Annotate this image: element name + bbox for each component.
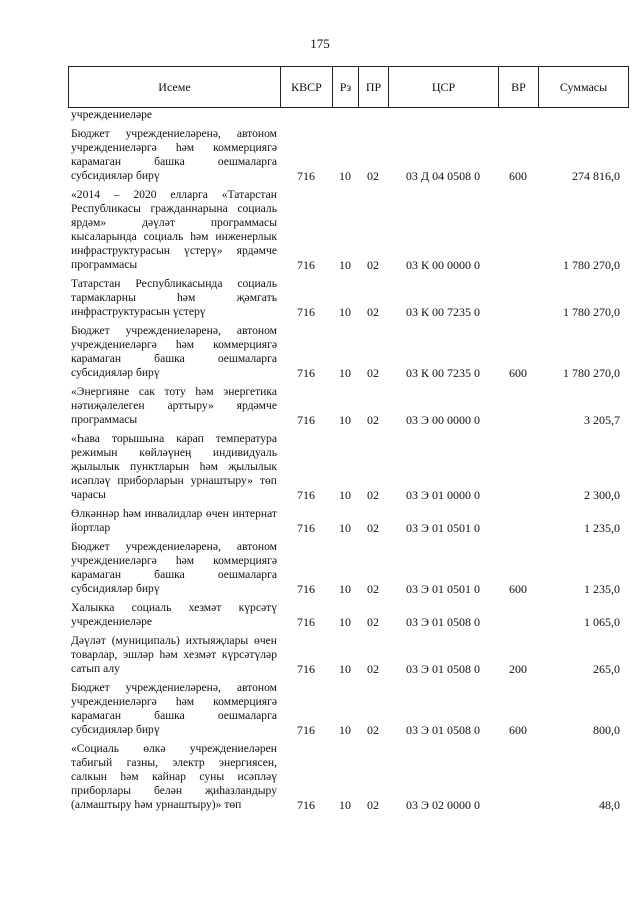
row-pr: 02 bbox=[367, 521, 379, 535]
row-name: Бюджет учреждениеләренә, автоном учреждениеләргә һәм коммерциягә карамаган башка оешмаларга субсидияләр бирү bbox=[71, 540, 277, 595]
row-pr: 02 bbox=[367, 615, 379, 629]
row-vr: 600 bbox=[509, 366, 527, 380]
row-kvsr: 716 bbox=[297, 662, 315, 676]
row-rz: 10 bbox=[339, 582, 351, 596]
row-csr: 03 К 00 7235 0 bbox=[405, 305, 480, 319]
row-csr: 03 Д 04 0508 0 bbox=[405, 169, 481, 183]
row-sum: 800,0 bbox=[593, 723, 620, 737]
row-rz: 10 bbox=[339, 662, 351, 676]
row-pr: 02 bbox=[367, 798, 379, 812]
table-row bbox=[68, 385, 628, 427]
row-rz: 10 bbox=[339, 723, 351, 737]
row-pr: 02 bbox=[367, 366, 379, 380]
row-name: «2014 – 2020 елларга «Татарстан Республикасы гражданнарына социаль ярдәм» дәүләт программасы кысаларында социаль һәм инженерлык инфраструктурасын үстерү» ярдәмче программасы bbox=[71, 188, 277, 271]
header-rz: Рз bbox=[333, 67, 359, 108]
row-sum: 2 300,0 bbox=[584, 488, 620, 502]
row-pr: 02 bbox=[367, 258, 379, 272]
row-pr: 02 bbox=[367, 723, 379, 737]
table-row bbox=[68, 634, 628, 676]
row-kvsr: 716 bbox=[297, 723, 315, 737]
row-name: Бюджет учреждениеләренә, автоном учреждениеләргә һәм коммерциягә карамаган башка оешмаларга субсидияләр бирү bbox=[71, 324, 277, 379]
row-sum: 1 235,0 bbox=[584, 582, 620, 596]
row-rz: 10 bbox=[339, 413, 351, 427]
table-row bbox=[68, 540, 628, 596]
row-pr: 02 bbox=[367, 662, 379, 676]
row-name: учреждениеләре bbox=[71, 108, 153, 121]
row-sum: 1 235,0 bbox=[584, 521, 620, 535]
row-name: Халыкка социаль хезмәт күрсәтү учреждениеләре bbox=[71, 601, 277, 628]
row-csr: 03 Э 01 0000 0 bbox=[406, 488, 480, 502]
row-rz: 10 bbox=[339, 258, 351, 272]
row-rz: 10 bbox=[339, 169, 351, 183]
row-pr: 02 bbox=[367, 169, 379, 183]
row-csr: 03 Э 00 0000 0 bbox=[406, 413, 480, 427]
row-csr: 03 Э 02 0000 0 bbox=[406, 798, 480, 812]
row-kvsr: 716 bbox=[297, 366, 315, 380]
row-sum: 48,0 bbox=[599, 798, 620, 812]
row-kvsr: 716 bbox=[297, 582, 315, 596]
row-name: Бюджет учреждениеләренә, автоном учреждениеләргә һәм коммерциягә карамаган башка оешмаларга субсидияләр бирү bbox=[71, 127, 277, 182]
row-csr: 03 Э 01 0501 0 bbox=[406, 582, 480, 596]
table-row bbox=[68, 127, 628, 183]
row-name: «Энергияне сак тоту һәм энергетика нәтиҗәлелеген арттыру» ярдәмче программасы bbox=[71, 385, 277, 426]
row-name: Бюджет учреждениеләренә, автоном учреждениеләргә һәм коммерциягә карамаган башка оешмаларга субсидияләр бирү bbox=[71, 681, 277, 736]
row-kvsr: 716 bbox=[297, 305, 315, 319]
table-body bbox=[68, 108, 628, 817]
row-vr: 200 bbox=[509, 662, 527, 676]
table-row bbox=[68, 507, 628, 535]
header-sum: Суммасы bbox=[539, 67, 629, 108]
row-vr: 600 bbox=[509, 723, 527, 737]
table-row bbox=[68, 681, 628, 737]
row-sum: 1 780 270,0 bbox=[563, 258, 620, 272]
header-pr: ПР bbox=[359, 67, 389, 108]
row-csr: 03 Э 01 0508 0 bbox=[406, 723, 480, 737]
row-csr: 03 К 00 7235 0 bbox=[405, 366, 480, 380]
row-name: Татарстан Республикасында социаль тармакларны һәм җәмгать инфраструктурасын үстерү bbox=[71, 277, 277, 318]
row-pr: 02 bbox=[367, 488, 379, 502]
row-pr: 02 bbox=[367, 582, 379, 596]
table-header bbox=[68, 66, 629, 108]
row-csr: 03 Э 01 0508 0 bbox=[406, 662, 480, 676]
row-name: Өлкәннәр һәм инвалидлар өчен интернат йортлар bbox=[71, 507, 277, 534]
page-number: 175 bbox=[310, 36, 330, 51]
table-row bbox=[68, 432, 628, 502]
row-csr: 03 К 00 0000 0 bbox=[405, 258, 480, 272]
row-rz: 10 bbox=[339, 615, 351, 629]
row-pr: 02 bbox=[367, 413, 379, 427]
table-row bbox=[68, 601, 628, 629]
row-rz: 10 bbox=[339, 488, 351, 502]
row-kvsr: 716 bbox=[297, 798, 315, 812]
header-name: Исеме bbox=[69, 67, 281, 108]
row-csr: 03 Э 01 0508 0 bbox=[406, 615, 480, 629]
row-vr: 600 bbox=[509, 582, 527, 596]
row-kvsr: 716 bbox=[297, 521, 315, 535]
row-sum: 1 065,0 bbox=[584, 615, 620, 629]
row-rz: 10 bbox=[339, 798, 351, 812]
row-sum: 1 780 270,0 bbox=[563, 305, 620, 319]
row-kvsr: 716 bbox=[297, 169, 315, 183]
row-sum: 1 780 270,0 bbox=[563, 366, 620, 380]
row-kvsr: 716 bbox=[297, 615, 315, 629]
header-kvsr: КВСР bbox=[281, 67, 333, 108]
row-name: «Социаль өлкә учреждениеләрен табигый газны, электр энергиясен, салкын һәм кайнар суны исәпләү приборлары белән җиһазландыру (алмаштыру һәм урнаштыру)» төп bbox=[71, 742, 277, 811]
table-row bbox=[68, 742, 628, 812]
table-row bbox=[68, 188, 628, 272]
row-name: Дәүләт (муниципаль) ихтыяҗлары өчен товарлар, эшләр һәм хезмәт күрсәтүләр сатып алу bbox=[71, 634, 277, 675]
row-kvsr: 716 bbox=[297, 413, 315, 427]
row-sum: 274 816,0 bbox=[572, 169, 620, 183]
header-vr: ВР bbox=[499, 67, 539, 108]
row-kvsr: 716 bbox=[297, 488, 315, 502]
header-csr: ЦСР bbox=[389, 67, 499, 108]
table-row bbox=[68, 277, 628, 319]
row-rz: 10 bbox=[339, 305, 351, 319]
row-rz: 10 bbox=[339, 366, 351, 380]
row-kvsr: 716 bbox=[297, 258, 315, 272]
row-vr: 600 bbox=[509, 169, 527, 183]
row-csr: 03 Э 01 0501 0 bbox=[406, 521, 480, 535]
table-row bbox=[68, 324, 628, 380]
row-sum: 3 205,7 bbox=[584, 413, 620, 427]
row-sum: 265,0 bbox=[593, 662, 620, 676]
table-row bbox=[68, 108, 628, 122]
row-name: «Һава торышына карап температура режимын көйләүнең индивидуаль җылылык пунктларын һәм җылылык исәпләү приборларын урнаштыру» төп чарасы bbox=[71, 432, 277, 501]
row-rz: 10 bbox=[339, 521, 351, 535]
row-pr: 02 bbox=[367, 305, 379, 319]
